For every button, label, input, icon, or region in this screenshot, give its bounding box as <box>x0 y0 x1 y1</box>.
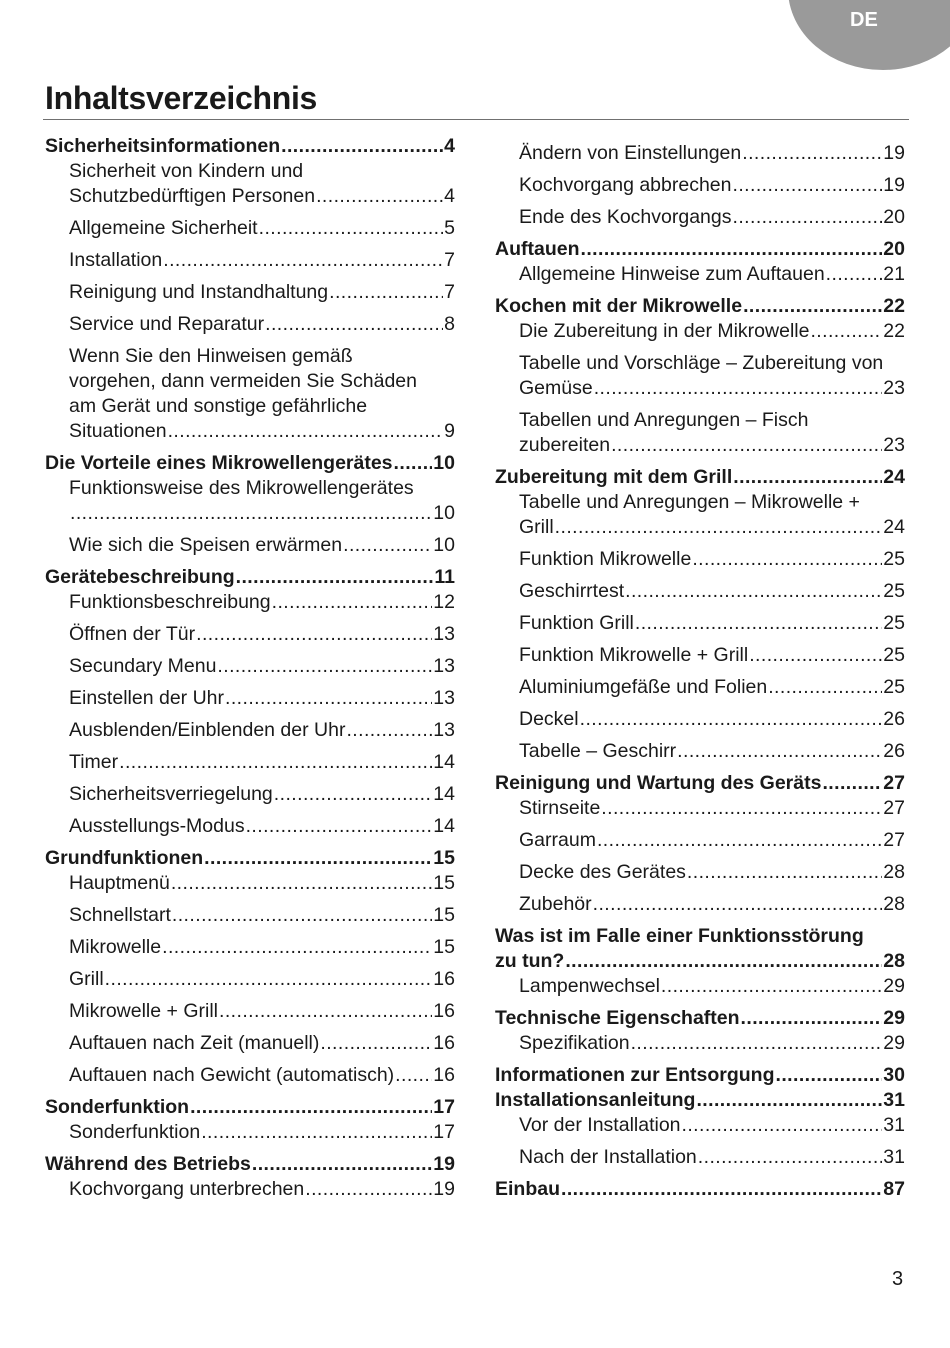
toc-entry-text: Schnellstart <box>69 904 171 926</box>
toc-entry-text: Einbau <box>495 1178 561 1200</box>
toc-entry-text: Ende des Kochvorgangs <box>519 206 732 228</box>
dot-leader <box>329 280 443 305</box>
toc-entry-text: Die Vorteile eines Mikrowellengerätes <box>45 452 393 474</box>
toc-entry-text: Gemüse <box>519 377 593 399</box>
toc-entry-funktionsbeschreibung[interactable] <box>45 590 455 615</box>
title-divider <box>43 119 909 120</box>
dot-leader <box>732 205 882 230</box>
dot-leader <box>171 871 432 896</box>
toc-page-number: 19 <box>883 142 905 164</box>
dot-leader <box>580 707 883 732</box>
dot-leader <box>625 579 882 604</box>
toc-page-number: 29 <box>883 1032 905 1054</box>
toc-entry-einbau[interactable] <box>495 1177 905 1202</box>
toc-page-number: 22 <box>883 320 905 342</box>
dot-leader <box>105 967 433 992</box>
toc-entry-auftauen-nach-zeit-manuell[interactable] <box>45 1031 455 1056</box>
toc-entry-text: Funktionsweise des Mikrowellengerätes <box>69 477 414 499</box>
toc-entry-text: Tabelle – Geschirr <box>519 740 677 762</box>
dot-leader <box>201 1120 432 1145</box>
toc-page-number: 29 <box>883 1007 905 1029</box>
toc-page-number: 7 <box>444 281 455 303</box>
toc-entry-ausstellungs-modus[interactable] <box>45 814 455 839</box>
toc-entry-text: Geschirrtest <box>519 580 625 602</box>
toc-entry-mikrowelle-grill[interactable] <box>45 999 455 1024</box>
toc-page-number: 8 <box>444 313 455 335</box>
toc-entry-text: vorgehen, dann vermeiden Sie Schäden <box>69 370 417 392</box>
dot-leader <box>742 141 882 166</box>
toc-page-number: 7 <box>444 249 455 271</box>
toc-entry-text: Tabelle und Anregungen – Mikrowelle + <box>519 491 860 513</box>
toc-entry-sicherheitsinformationen[interactable] <box>45 134 455 159</box>
toc-entry-offnen-der-tur[interactable] <box>45 622 455 647</box>
toc-page-number: 10 <box>433 452 455 474</box>
toc-page-number: 13 <box>433 687 455 709</box>
dot-leader <box>631 1031 883 1056</box>
toc-entry-text: Tabelle und Vorschläge – Zubereitung von <box>519 352 884 374</box>
toc-page-number: 14 <box>433 815 455 837</box>
toc-entry-lampenwechsel[interactable] <box>495 974 905 999</box>
toc-page-number: 13 <box>433 719 455 741</box>
toc-entry-text: Funktion Mikrowelle <box>519 548 692 570</box>
toc-page-number: 10 <box>433 534 455 556</box>
toc-page-number: 13 <box>433 623 455 645</box>
dot-leader <box>768 675 882 700</box>
dot-leader <box>692 547 882 572</box>
toc-right-column <box>495 134 905 1202</box>
toc-entry-text: zubereiten <box>519 434 611 456</box>
toc-entry-timer[interactable] <box>45 750 455 775</box>
language-label: DE <box>850 9 878 31</box>
dot-leader <box>775 1063 882 1088</box>
toc-entry-informationen-zur-entsorgung[interactable] <box>495 1063 905 1088</box>
dot-leader <box>70 501 432 526</box>
toc-entry-text: Während des Betriebs <box>45 1153 251 1175</box>
toc-entry-text: Funktionsbeschreibung <box>69 591 271 613</box>
dot-leader <box>601 796 882 821</box>
toc-page-number: 15 <box>433 904 455 926</box>
toc-entry-text: Sicherheitsinformationen <box>45 135 281 157</box>
toc-page-number: 29 <box>883 975 905 997</box>
toc-entry-grill[interactable] <box>45 967 455 992</box>
toc-page-number: 25 <box>883 580 905 602</box>
toc-page-number: 27 <box>883 772 905 794</box>
toc-entry-reinigung-und-wartung-des-gerats[interactable] <box>495 771 905 796</box>
toc-entry-spezifikation[interactable] <box>495 1031 905 1056</box>
toc-page-number: 10 <box>433 502 455 524</box>
toc-entry-die-vorteile-eines-mikrowellengerates[interactable] <box>45 451 455 476</box>
dot-leader <box>611 433 882 458</box>
toc-entry-funktion-mikrowelle-grill[interactable] <box>495 643 905 668</box>
dot-leader <box>252 1152 432 1177</box>
toc-entry-text: Kochen mit der Mikrowelle <box>495 295 743 317</box>
toc-entry-text: Situationen <box>69 420 167 442</box>
dot-leader <box>561 1177 882 1202</box>
toc-entry-einstellen-der-uhr[interactable] <box>45 686 455 711</box>
toc-entry-sonderfunktion[interactable] <box>45 1095 455 1120</box>
toc-entry-wie-sich-die-speisen-erwarmen[interactable] <box>45 533 455 558</box>
toc-entry-text: Ändern von Einstellungen <box>519 142 742 164</box>
page-title: Inhaltsverzeichnis <box>45 80 318 116</box>
toc-page-number: 19 <box>433 1153 455 1175</box>
toc-entry-wahrend-des-betriebs[interactable] <box>45 1152 455 1177</box>
toc-entry-text: Öffnen der Tür <box>69 623 196 645</box>
toc-entry-hauptmenu[interactable] <box>45 871 455 896</box>
dot-leader <box>822 771 882 796</box>
toc-entry-text: Allgemeine Sicherheit <box>69 217 258 239</box>
toc-entry-installation[interactable] <box>45 248 455 273</box>
toc-entry-installationsanleitung[interactable] <box>495 1088 905 1113</box>
dot-leader <box>594 376 883 401</box>
dot-leader <box>635 611 882 636</box>
toc-page-number: 25 <box>883 548 905 570</box>
toc-page-number: 26 <box>883 708 905 730</box>
toc-entry-text: zu tun? <box>495 950 565 972</box>
toc-page-number: 31 <box>883 1146 905 1168</box>
toc-page-number: 4 <box>444 185 455 207</box>
dot-leader <box>826 262 883 287</box>
toc-page-number: 31 <box>883 1114 905 1136</box>
toc-entry-garraum[interactable] <box>495 828 905 853</box>
toc-entry-text: Die Zubereitung in der Mikrowelle <box>519 320 810 342</box>
toc-entry-text: Kochvorgang abbrechen <box>519 174 732 196</box>
page-number: 3 <box>892 1268 904 1290</box>
dot-leader <box>219 999 432 1024</box>
toc-page-number: 17 <box>433 1121 455 1143</box>
toc-page-number: 4 <box>444 135 455 157</box>
toc-page-number: 21 <box>883 263 905 285</box>
toc-entry-kochvorgang-abbrechen[interactable] <box>495 173 905 198</box>
dot-leader <box>394 451 433 476</box>
dot-leader <box>743 294 882 319</box>
toc-entry-funktion-mikrowelle[interactable] <box>495 547 905 572</box>
toc-entry-secundary-menu[interactable] <box>45 654 455 679</box>
toc-entry-schnellstart[interactable] <box>45 903 455 928</box>
toc-entry-text: Installationsanleitung <box>495 1089 696 1111</box>
toc-entry-stirnseite[interactable] <box>495 796 905 821</box>
dot-leader <box>190 1095 432 1120</box>
toc-entry-text: Schutzbedürftigen Personen <box>69 185 316 207</box>
dot-leader <box>168 419 444 444</box>
toc-entry-reinigung-und-instandhaltung[interactable] <box>45 280 455 305</box>
toc-entry-text: Wenn Sie den Hinweisen gemäß <box>69 345 353 367</box>
toc-entry-text: Hauptmenü <box>69 872 170 894</box>
toc-entry-zubehor[interactable] <box>495 892 905 917</box>
toc-page-number: 22 <box>883 295 905 317</box>
toc-page-number: 17 <box>433 1096 455 1118</box>
toc-entry-technische-eigenschaften[interactable] <box>495 1006 905 1031</box>
toc-page-number: 24 <box>883 516 905 538</box>
dot-leader <box>162 935 432 960</box>
toc-entry-text: Kochvorgang unterbrechen <box>69 1178 305 1200</box>
dot-leader <box>687 860 882 885</box>
toc-page-number: 15 <box>433 936 455 958</box>
toc-entry-text: Decke des Gerätes <box>519 861 686 883</box>
toc-entry-text: Gerätebeschreibung <box>45 566 235 588</box>
toc-page-number: 20 <box>883 206 905 228</box>
dot-leader <box>281 134 443 159</box>
toc-entry-text: Ausblenden/Einblenden der Uhr <box>69 719 346 741</box>
toc-page-number: 5 <box>444 217 455 239</box>
toc-entry-text: Service und Reparatur <box>69 313 265 335</box>
toc-entry-text: Funktion Mikrowelle + Grill <box>519 644 749 666</box>
toc-entry-text: Reinigung und Wartung des Geräts <box>495 772 822 794</box>
dot-leader <box>305 1177 432 1202</box>
toc-page-number: 12 <box>433 591 455 613</box>
dot-leader <box>677 739 882 764</box>
dot-leader <box>597 828 882 853</box>
toc-page-number: 24 <box>883 466 905 488</box>
dot-leader <box>246 814 433 839</box>
dot-leader <box>163 248 443 273</box>
toc-page-number: 27 <box>883 797 905 819</box>
toc-entry-text: Nach der Installation <box>519 1146 697 1168</box>
toc-entry-allgemeine-sicherheit[interactable] <box>45 216 455 241</box>
toc-entry-deckel[interactable] <box>495 707 905 732</box>
toc-entry-text: Sonderfunktion <box>45 1096 190 1118</box>
toc-entry-auftauen-nach-gewicht-automatisch[interactable] <box>45 1063 455 1088</box>
toc-entry-text: Stirnseite <box>519 797 601 819</box>
toc-page-number: 20 <box>883 238 905 260</box>
toc-entry-tabelle-und-anregungen-mikrowelle[interactable] <box>495 490 905 540</box>
toc-page-number: 87 <box>883 1178 905 1200</box>
toc-entry-kochvorgang-unterbrechen[interactable] <box>45 1177 455 1202</box>
toc-entry-text: Aluminiumgefäße und Folien <box>519 676 768 698</box>
dot-leader <box>272 590 433 615</box>
toc-page-number: 16 <box>433 1064 455 1086</box>
toc-entry-tabelle-und-vorschlage-zubereitung-von[interactable] <box>495 351 905 401</box>
toc-entry-funktion-grill[interactable] <box>495 611 905 636</box>
toc-entry-nach-der-installation[interactable] <box>495 1145 905 1170</box>
toc-entry-text: Deckel <box>519 708 579 730</box>
toc-page-number: 19 <box>883 174 905 196</box>
toc-entry-text: Spezifikation <box>519 1032 630 1054</box>
toc-entry-text: Informationen zur Entsorgung <box>495 1064 775 1086</box>
toc-page-number: 28 <box>883 950 905 972</box>
toc-entry-die-zubereitung-in-der-mikrowelle[interactable] <box>495 319 905 344</box>
toc-page-number: 28 <box>883 861 905 883</box>
dot-leader <box>320 1031 432 1056</box>
toc-page-number: 23 <box>883 377 905 399</box>
toc-page-number: 13 <box>433 655 455 677</box>
toc-page-number: 28 <box>883 893 905 915</box>
toc-page-number: 9 <box>444 420 455 442</box>
toc-page-number: 16 <box>433 1032 455 1054</box>
dot-leader <box>696 1088 882 1113</box>
dot-leader <box>196 622 432 647</box>
dot-leader <box>733 173 883 198</box>
toc-entry-text: Grill <box>519 516 554 538</box>
dot-leader <box>682 1113 883 1138</box>
toc-page-number: 14 <box>433 783 455 805</box>
toc-page-number: 14 <box>433 751 455 773</box>
toc-left-column <box>45 134 455 1202</box>
toc-entry-grundfunktionen[interactable] <box>45 846 455 871</box>
dot-leader <box>810 319 882 344</box>
dot-leader <box>741 1006 883 1031</box>
toc-page-number: 15 <box>433 847 455 869</box>
toc-entry-text: Zubereitung mit dem Grill <box>495 466 733 488</box>
toc-entry-ende-des-kochvorgangs[interactable] <box>495 205 905 230</box>
dot-leader <box>581 237 883 262</box>
dot-leader <box>217 654 432 679</box>
toc-entry-service-und-reparatur[interactable] <box>45 312 455 337</box>
toc-entry-allgemeine-hinweise-zum-auftauen[interactable] <box>495 262 905 287</box>
toc-entry-text: Timer <box>69 751 119 773</box>
toc-entry-geschirrtest[interactable] <box>495 579 905 604</box>
toc-page-number: 16 <box>433 968 455 990</box>
toc-page-number: 26 <box>883 740 905 762</box>
dot-leader <box>259 216 444 241</box>
dot-leader <box>749 643 882 668</box>
dot-leader <box>225 686 432 711</box>
toc-entry-tabellen-und-anregungen-fisch[interactable] <box>495 408 905 458</box>
toc-page-number: 30 <box>883 1064 905 1086</box>
toc-entry-text: Secundary Menu <box>69 655 217 677</box>
toc-page-number: 16 <box>433 1000 455 1022</box>
toc-page-number: 11 <box>434 566 455 588</box>
toc-entry-text: Installation <box>69 249 163 271</box>
toc-entry-aluminiumgefasse-und-folien[interactable] <box>495 675 905 700</box>
toc-entry-funktionsweise-des-mikrowellengerates[interactable] <box>45 476 455 526</box>
toc-entry-text: Was ist im Falle einer Funktionsstörung <box>495 925 864 947</box>
toc-entry-andern-von-einstellungen[interactable] <box>495 141 905 166</box>
toc-page-number: 23 <box>883 434 905 456</box>
dot-leader <box>119 750 432 775</box>
toc-entry-was-ist-im-falle-einer-funktionsstorung[interactable] <box>495 924 905 974</box>
dot-leader <box>698 1145 883 1170</box>
dot-leader <box>343 533 432 558</box>
toc-entry-text: Grill <box>69 968 104 990</box>
toc-entry-kochen-mit-der-mikrowelle[interactable] <box>495 294 905 319</box>
toc-entry-text: Vor der Installation <box>519 1114 681 1136</box>
toc-entry-text: Mikrowelle <box>69 936 162 958</box>
toc-entry-text: Grundfunktionen <box>45 847 204 869</box>
toc-entry-text: Funktion Grill <box>519 612 634 634</box>
toc-entry-text: Tabellen und Anregungen – Fisch <box>519 409 809 431</box>
toc-entry-text: Ausstellungs-Modus <box>69 815 245 837</box>
toc-page-number: 31 <box>883 1089 905 1111</box>
toc-entry-decke-des-gerates[interactable] <box>495 860 905 885</box>
toc-entry-sonderfunktion[interactable] <box>45 1120 455 1145</box>
toc-entry-text: Auftauen <box>495 238 580 260</box>
toc-entry-text: Zubehör <box>519 893 592 915</box>
toc-entry-text: Auftauen nach Gewicht (automatisch) <box>69 1064 395 1086</box>
toc-entry-text: Reinigung und Instandhaltung <box>69 281 329 303</box>
dot-leader <box>274 782 433 807</box>
toc-entry-wenn-sie-den-hinweisen-gemass[interactable] <box>45 344 455 444</box>
toc-entry-tabelle-geschirr[interactable] <box>495 739 905 764</box>
toc-entry-sicherheit-von-kindern-und[interactable] <box>45 159 455 209</box>
toc-entry-mikrowelle[interactable] <box>45 935 455 960</box>
toc-entry-text: Allgemeine Hinweise zum Auftauen <box>519 263 825 285</box>
dot-leader <box>395 1063 432 1088</box>
toc-page-number: 25 <box>883 644 905 666</box>
dot-leader <box>565 949 882 974</box>
toc-entry-text: Garraum <box>519 829 596 851</box>
toc-entry-text: Einstellen der Uhr <box>69 687 224 709</box>
toc-entry-text: Lampenwechsel <box>519 975 660 997</box>
toc-page-number: 25 <box>883 612 905 634</box>
toc-entry-text: Mikrowelle + Grill <box>69 1000 218 1022</box>
toc-entry-text: Sicherheitsverriegelung <box>69 783 273 805</box>
dot-leader <box>661 974 882 999</box>
toc-entry-auftauen[interactable] <box>495 237 905 262</box>
dot-leader <box>236 565 434 590</box>
toc-entry-text: Technische Eigenschaften <box>495 1007 740 1029</box>
toc-entry-vor-der-installation[interactable] <box>495 1113 905 1138</box>
toc-entry-text: am Gerät und sonstige gefährliche <box>69 395 368 417</box>
toc-entry-text: Sicherheit von Kindern und <box>69 160 304 182</box>
dot-leader <box>593 892 883 917</box>
toc-entry-geratebeschreibung[interactable] <box>45 565 455 590</box>
toc-page-number: 25 <box>883 676 905 698</box>
toc-entry-text: Auftauen nach Zeit (manuell) <box>69 1032 320 1054</box>
dot-leader <box>265 312 443 337</box>
toc-entry-sicherheitsverriegelung[interactable] <box>45 782 455 807</box>
toc-entry-text: Sonderfunktion <box>69 1121 201 1143</box>
dot-leader <box>346 718 432 743</box>
dot-leader <box>555 515 883 540</box>
toc-page-number: 27 <box>883 829 905 851</box>
toc-page-number: 15 <box>433 872 455 894</box>
dot-leader <box>733 465 882 490</box>
toc-entry-zubereitung-mit-dem-grill[interactable] <box>495 465 905 490</box>
toc-page-number: 19 <box>433 1178 455 1200</box>
dot-leader <box>316 184 443 209</box>
dot-leader <box>172 903 432 928</box>
toc-entry-ausblenden-einblenden-der-uhr[interactable] <box>45 718 455 743</box>
dot-leader <box>204 846 432 871</box>
toc-entry-text: Wie sich die Speisen erwärmen <box>69 534 343 556</box>
